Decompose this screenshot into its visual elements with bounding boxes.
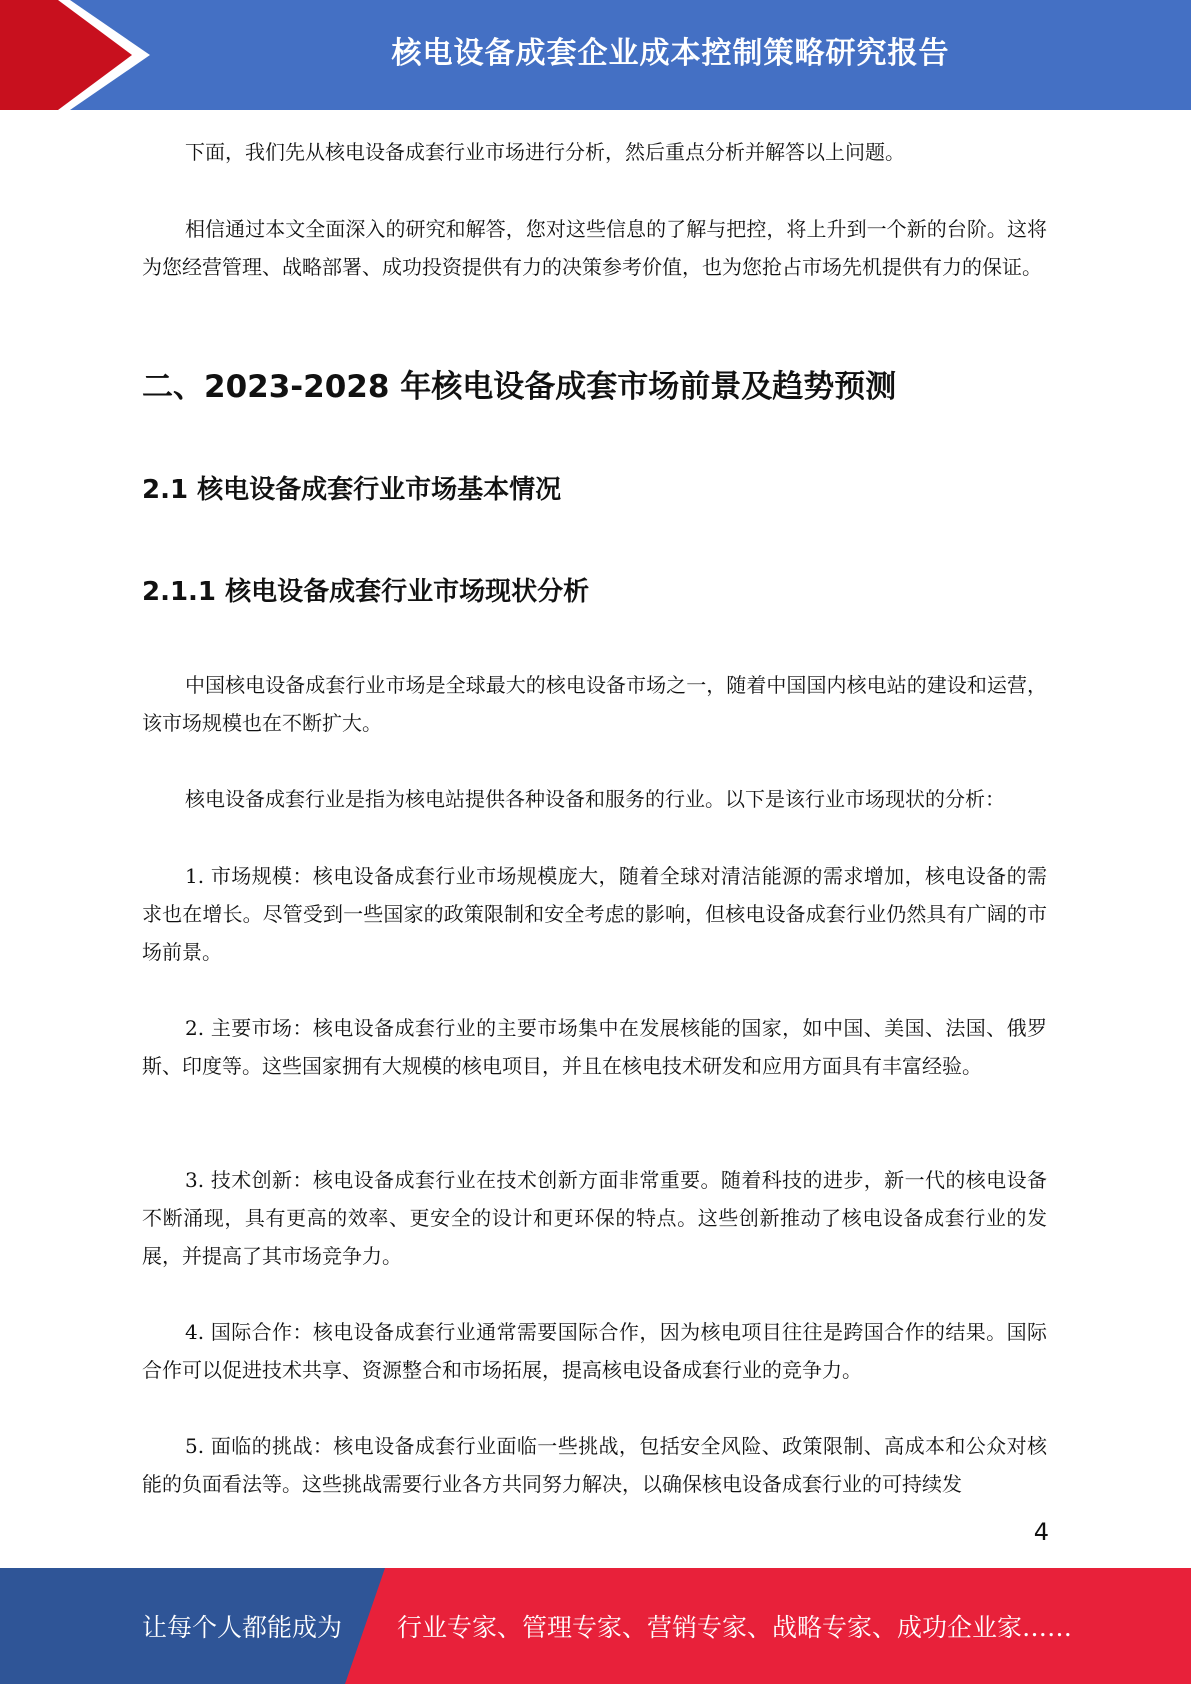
paragraph-industry-definition: 核电设备成套行业是指为核电站提供各种设备和服务的行业。以下是该行业市场现状的分析： [185, 787, 1005, 811]
list-item-market-size: 1. 市场规模：核电设备成套行业市场规模庞大，随着全球对清洁能源的需求增加，核电设备的需求也在增长。尽管受到一些国家的政策限制和安全考虑的影响，但核电设备成套行业仍然具有广阔的市场前景。 [142, 864, 1047, 964]
list-item-major-markets: 2. 主要市场：核电设备成套行业的主要市场集中在发展核能的国家，如中国、美国、法国、俄罗斯、印度等。这些国家拥有大规模的核电项目，并且在核电技术研发和应用方面具有丰富经验。 [142, 1016, 1047, 1078]
page-number: 4 [1033, 1518, 1049, 1546]
section-heading: 二、2023-2028 年核电设备成套市场前景及趋势预测 [142, 369, 897, 405]
list-item-international-cooperation: 4. 国际合作：核电设备成套行业通常需要国际合作，因为核电项目往往是跨国合作的结果。国际合作可以促进技术共享、资源整合和市场拓展，提高核电设备成套行业的竞争力。 [142, 1320, 1047, 1382]
list-item-challenges: 5. 面临的挑战：核电设备成套行业面临一些挑战，包括安全风险、政策限制、高成本和公众对核能的负面看法等。这些挑战需要行业各方共同努力解决，以确保核电设备成套行业的可持续发 [142, 1434, 1047, 1496]
report-title: 核电设备成套企业成本控制策略研究报告 [391, 36, 950, 71]
subsubsection-heading: 2.1.1 核电设备成套行业市场现状分析 [142, 577, 590, 607]
page-footer [0, 1568, 1191, 1684]
page-header [0, 0, 1191, 110]
paragraph-value: 相信通过本文全面深入的研究和解答，您对这些信息的了解与把控，将上升到一个新的台阶。这将为您经营管理、战略部署、成功投资提供有力的决策参考价值，也为您抢占市场先机提供有力的保证。 [142, 217, 1047, 279]
footer-slogan-right: 行业专家、管理专家、营销专家、战略专家、成功企业家…… [397, 1613, 1073, 1642]
paragraph-intro: 下面，我们先从核电设备成套行业市场进行分析，然后重点分析并解答以上问题。 [185, 140, 905, 164]
subsection-heading: 2.1 核电设备成套行业市场基本情况 [142, 475, 562, 505]
footer-slogan-left: 让每个人都能成为 [142, 1613, 343, 1642]
list-item-tech-innovation: 3. 技术创新：核电设备成套行业在技术创新方面非常重要。随着科技的进步，新一代的核电设备不断涌现，具有更高的效率、更安全的设计和更环保的特点。这些创新推动了核电设备成套行业的发展，并提高了其市场竞争力。 [142, 1168, 1047, 1268]
paragraph-market-overview: 中国核电设备成套行业市场是全球最大的核电设备市场之一，随着中国国内核电站的建设和运营，该市场规模也在不断扩大。 [142, 673, 1047, 735]
